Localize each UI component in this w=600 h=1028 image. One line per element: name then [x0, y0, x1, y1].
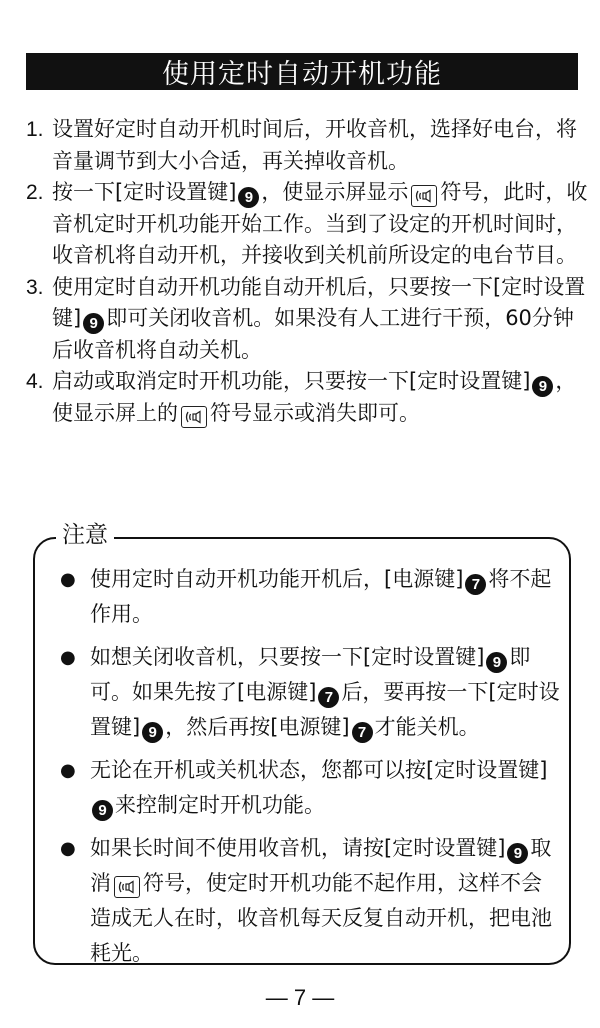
notice-item: [60, 640, 560, 745]
page-title: 使用定时自动开机功能: [26, 53, 578, 90]
timer-key-number-icon: 9: [92, 800, 113, 821]
page-number: — 7 —: [265, 985, 335, 1010]
step-4: [26, 366, 588, 429]
step-text-part: 使用定时自动开机功能自动开机后，只要按一下[定时设置键]: [52, 274, 586, 330]
notice-text: [90, 562, 560, 632]
notice-text-part: 后，要再按一下[定时设置键]: [90, 680, 560, 739]
notice-text-part: 符号，使定时开机功能不起作用，这样不会造成无人在时，收音机每天反复自动开机，把电池耗光。: [90, 871, 552, 965]
bullet-dot-icon: ●: [60, 569, 76, 590]
notice-text-part: 如想关闭收音机，只要按一下[定时设置键]: [90, 645, 485, 669]
notice-text-part: 即可。如果先按了[电源键]: [90, 645, 531, 704]
step-text-part: 设置好定时自动开机时间后，开收音机，选择好电台，将音量调节到大小合适，再关掉收音机。: [52, 117, 577, 173]
notice-text-part: 使用定时自动开机功能开机后，[电源键]: [90, 567, 464, 591]
step-text: [52, 114, 588, 177]
bullet-dot-icon: ●: [60, 838, 76, 859]
notice-label: 注意: [56, 520, 114, 550]
radio-wave-timer-icon: [411, 185, 437, 207]
step-text-part: ，使显示屏显示: [261, 180, 409, 204]
step-text-part: 按一下[定时设置键]: [52, 180, 237, 204]
step-text-part: 符号，此时，收音机定时开机功能开始工作。当到了设定的开机时间时，收音机将自动开机，并接收到关机前所设定的电台节目。: [52, 180, 588, 267]
step-number: 3.: [26, 275, 44, 299]
notice-text-part: 来控制定时开机功能。: [115, 793, 325, 817]
radio-wave-timer-icon: [181, 406, 207, 428]
step-text-part: 启动或取消定时开机功能，只要按一下[定时设置键]: [52, 369, 531, 393]
power-key-number-icon: 7: [465, 574, 486, 595]
power-key-number-icon: 7: [318, 687, 339, 708]
bullet-dot-icon: ●: [60, 647, 76, 668]
step-text-part: ，使显示屏上的: [52, 369, 577, 425]
steps-list: [26, 114, 588, 429]
timer-key-number-icon: 9: [83, 313, 104, 334]
notice-text: [90, 831, 560, 971]
step-2: [26, 177, 588, 272]
timer-key-number-icon: 9: [486, 652, 507, 673]
timer-key-number-icon: 9: [142, 722, 163, 743]
radio-wave-timer-icon: [114, 876, 140, 898]
notice-text-part: 将不起作用。: [90, 567, 552, 626]
step-number: 1.: [26, 118, 44, 141]
timer-key-number-icon: 9: [507, 843, 528, 864]
bullet-dot-icon: ●: [60, 760, 76, 781]
step-1: [26, 114, 588, 177]
notice-text-part: 才能关机。: [374, 715, 480, 739]
notice-item: [60, 753, 560, 823]
timer-key-number-icon: 9: [532, 376, 553, 397]
step-text: [52, 366, 588, 429]
notice-text-part: 如果长时间不使用收音机，请按[定时设置键]: [90, 836, 506, 860]
step-text: [52, 272, 588, 367]
notice-text: [90, 753, 560, 823]
notice-text-part: 取消: [90, 836, 552, 895]
notice-text-part: ，然后再按[电源键]: [165, 715, 350, 739]
notice-text: [90, 640, 560, 745]
timer-key-number-icon: 9: [238, 187, 259, 208]
step-number: 2.: [26, 181, 44, 204]
notice-text-part: 无论在开机或关机状态，您都可以按[定时设置键]: [90, 758, 548, 782]
step-3: [26, 272, 588, 367]
step-text-part: 即可关闭收音机。如果没有人工进行干预，60分钟后收音机将自动关机。: [52, 306, 574, 362]
notice-list: [60, 562, 560, 979]
power-key-number-icon: 7: [352, 722, 373, 743]
notice-item: [60, 562, 560, 632]
step-number: 4.: [26, 370, 44, 393]
notice-item: [60, 831, 560, 971]
step-text: [52, 177, 588, 272]
step-text-part: 符号显示或消失即可。: [210, 400, 420, 425]
